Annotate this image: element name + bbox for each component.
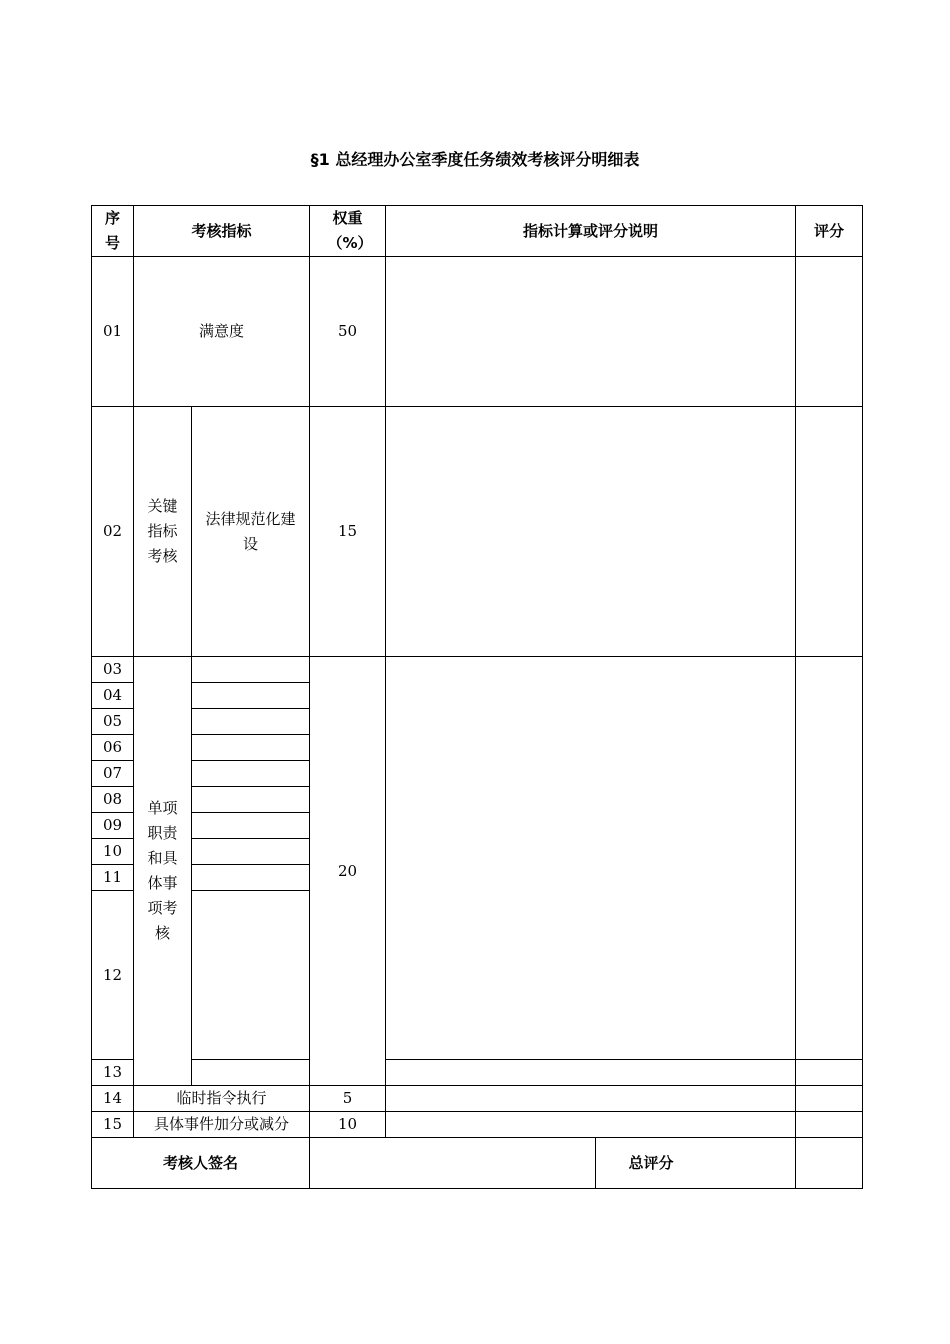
description-cell[interactable] [386,1086,796,1112]
indicator-name-cell[interactable] [192,813,310,839]
weight-value: 10 [310,1112,386,1138]
header-score: 评分 [796,206,863,257]
indicator-name: 法律规范化建设 [192,407,310,657]
description-cell[interactable] [386,1112,796,1138]
indicator-name-cell[interactable] [192,839,310,865]
description-cell[interactable] [386,407,796,657]
table-row [92,1086,863,1112]
indicator-name: 临时指令执行 [134,1086,310,1112]
row-number: 08 [92,787,134,813]
indicator-name-cell[interactable] [192,657,310,683]
header-description: 指标计算或评分说明 [386,206,796,257]
assessment-table [91,205,863,1189]
table-row [92,257,863,407]
indicator-name-cell[interactable] [192,787,310,813]
header-indicator: 考核指标 [134,206,310,257]
indicator-group: 关键指标考核 [134,407,192,657]
row-number: 12 [92,891,134,1060]
footer-row [92,1138,863,1189]
row-number: 09 [92,813,134,839]
score-cell[interactable] [796,1112,863,1138]
row-number: 06 [92,735,134,761]
signer-label: 考核人签名 [92,1138,310,1189]
row-number: 05 [92,709,134,735]
score-cell[interactable] [796,407,863,657]
row-number: 15 [92,1112,134,1138]
table-row [92,1060,863,1086]
weight-value: 15 [310,407,386,657]
weight-value: 5 [310,1086,386,1112]
table-row [92,657,863,683]
indicator-name-cell[interactable] [192,865,310,891]
description-cell[interactable] [386,1060,796,1086]
row-number: 07 [92,761,134,787]
header-seq: 序号 [92,206,134,257]
score-cell[interactable] [796,657,863,1060]
indicator-name-cell[interactable] [192,683,310,709]
indicator-name: 满意度 [134,257,310,407]
row-number: 14 [92,1086,134,1112]
row-number: 01 [92,257,134,407]
row-number: 10 [92,839,134,865]
indicator-name-cell[interactable] [192,761,310,787]
description-cell[interactable] [386,657,796,1060]
indicator-name-cell[interactable] [192,735,310,761]
indicator-name-cell[interactable] [192,709,310,735]
table-row [92,1112,863,1138]
header-weight: 权重（%） [310,206,386,257]
row-number: 11 [92,865,134,891]
indicator-name-cell[interactable] [192,891,310,1060]
indicator-name: 具体事件加分或减分 [134,1112,310,1138]
score-cell[interactable] [796,1060,863,1086]
row-number: 04 [92,683,134,709]
score-cell[interactable] [796,257,863,407]
row-number: 13 [92,1060,134,1086]
weight-value: 20 [310,657,386,1086]
row-number: 02 [92,407,134,657]
indicator-group: 单项职责和具体事项考核 [134,657,192,1086]
header-row [92,206,863,257]
table-row [92,407,863,657]
total-score-field[interactable] [796,1138,863,1189]
signer-field[interactable] [310,1138,596,1189]
page-title: §1 总经理办公室季度任务绩效考核评分明细表 [310,150,640,169]
score-cell[interactable] [796,1086,863,1112]
weight-value: 50 [310,257,386,407]
total-score-label: 总评分 [596,1138,796,1189]
row-number: 03 [92,657,134,683]
description-cell[interactable] [386,257,796,407]
indicator-name-cell[interactable] [192,1060,310,1086]
